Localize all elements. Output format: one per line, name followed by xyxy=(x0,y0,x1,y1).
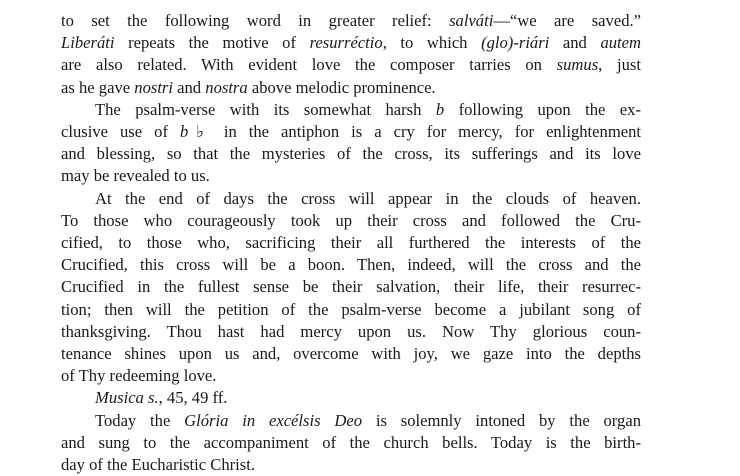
text-run: The psalm-verse with its somewhat harsh xyxy=(95,99,436,119)
text-line xyxy=(61,121,641,143)
text-run: to set the following word in greater relief: xyxy=(61,11,450,30)
text-line xyxy=(61,165,641,187)
italic-term: (glo)-riári xyxy=(481,33,550,53)
text-run: Today the xyxy=(95,410,185,430)
paragraph-citation xyxy=(61,387,641,409)
paragraph-1 xyxy=(61,10,641,99)
text-line xyxy=(61,10,641,32)
text-line xyxy=(61,232,641,254)
text-run: tenance shines upon us and, overcome with joy, we gaze into the depths xyxy=(61,344,641,364)
italic-term: b♭ xyxy=(179,122,212,142)
text-line xyxy=(61,365,641,387)
text-line xyxy=(61,77,641,99)
text-run: of Thy redeeming love. xyxy=(61,366,217,386)
text-run: , just xyxy=(598,55,641,75)
text-run: and sung to the accompaniment of the church bells. Today is the birth- xyxy=(61,432,641,452)
text-run: in the antiphon is a cry for mercy, for enlightenment xyxy=(211,122,641,142)
text-line xyxy=(61,210,641,232)
text-run: day of the Eucharistic Christ. xyxy=(61,455,256,475)
text-run: is solemnly intoned by the organ xyxy=(362,410,641,430)
text-line xyxy=(61,321,641,343)
text-run: and blessing, so that the mysteries of the cross, its sufferings and its love xyxy=(61,144,641,164)
italic-term: sumus xyxy=(556,55,599,75)
paragraph-5 xyxy=(61,410,641,476)
text-line xyxy=(61,254,641,276)
book-page xyxy=(61,10,641,476)
text-run: following upon the ex- xyxy=(444,99,641,119)
text-line xyxy=(61,54,641,76)
italic-term: autem xyxy=(600,33,641,53)
italic-term: b xyxy=(435,99,445,119)
text-line xyxy=(61,276,641,298)
text-line xyxy=(61,343,641,365)
text-run: thanksgiving. Thou hast had mercy upon us. Now Thy glorious coun- xyxy=(61,321,641,341)
paragraph-3 xyxy=(61,188,641,388)
text-run: Crucified, this cross will be a boon. Then, indeed, will the cross and the xyxy=(61,255,641,275)
text-run: cified, to those who, sacrificing their all furthered the interests of the xyxy=(61,233,641,253)
italic-term: Liberáti xyxy=(61,33,115,53)
text-run: At the end of days the cross will appear in the clouds of heaven. xyxy=(95,188,641,208)
text-run: are also related. With evident love the composer tarries on xyxy=(61,55,557,75)
italic-term: Glória in excélsis Deo xyxy=(184,410,363,430)
text-run: , 45, 49 ff. xyxy=(158,388,228,408)
text-line xyxy=(61,387,641,409)
paragraph-2 xyxy=(61,99,641,188)
text-run: as he gave xyxy=(61,77,135,97)
text-run: may be revealed to us. xyxy=(61,166,210,186)
text-run: above melodic prominence. xyxy=(247,77,436,97)
text-run: and xyxy=(173,77,206,97)
italic-term: salváti xyxy=(449,11,494,30)
text-line xyxy=(61,299,641,321)
text-line xyxy=(61,143,641,165)
text-line xyxy=(61,410,641,432)
text-line xyxy=(61,99,641,121)
text-run: , to which xyxy=(382,33,482,53)
text-run: and xyxy=(549,33,601,53)
italic-term: nostra xyxy=(205,77,248,97)
text-run: Crucified in the fullest sense be their salvation, their life, their resurrec- xyxy=(61,277,641,297)
italic-term: Musica s. xyxy=(95,388,159,408)
text-run: repeats the motive of xyxy=(114,33,310,53)
text-run: To those who courageously took up their cross and followed the Cru- xyxy=(61,210,641,230)
text-line xyxy=(61,432,641,454)
italic-term: resurréctio xyxy=(309,33,383,53)
text-run: —“we are saved.” xyxy=(493,11,641,30)
text-line xyxy=(61,32,641,54)
text-line xyxy=(61,454,641,476)
italic-term: nostri xyxy=(134,77,173,97)
text-run: clusive use of xyxy=(61,122,180,142)
text-run: tion; then will the petition of the psalm-verse become a jubilant song of xyxy=(61,299,641,319)
text-line xyxy=(61,188,641,210)
